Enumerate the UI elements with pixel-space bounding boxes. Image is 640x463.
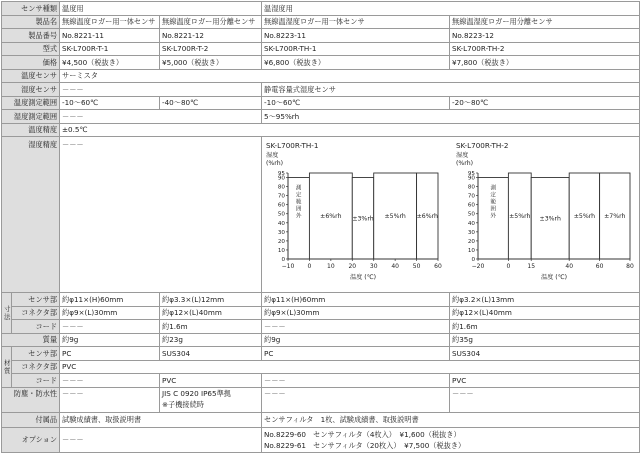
product-no-3: No.8223-11 [262,29,450,43]
label-mat-cord: コード [12,374,60,388]
row-waterproof [2,387,640,412]
chart1-x-tick-label-30: 30 [369,263,378,270]
chart2-title: SK-L700R-TH-2 [456,141,509,150]
chart1-region-label-3: ±3%rh [352,215,374,223]
option-filter-20: No.8229-61 センサフィルタ（20枚入） ¥7,500（税抜き） [264,440,466,450]
row-product-name [2,15,640,29]
product-name-2: 無線温度ロガー用分離センサ [160,15,262,29]
row-size-conn [2,306,640,320]
mat-sensor-2: SUS304 [160,347,262,361]
label-size-cord: コード [12,320,60,334]
row-hum-acc [2,137,640,293]
product-name-1: 無線温度ロガー用一体センサ [60,15,160,29]
chart1-region-label-5: ±6%rh [416,213,438,220]
chart1-region-label-1: 測定範囲外 [295,185,302,220]
product-name-3: 無線温湿度ロガー用一体センサ [262,15,450,29]
waterproof-4: －－－ [450,387,640,412]
label-mat-sensor: センサ部 [12,347,60,361]
label-price: 価格 [2,56,60,70]
label-options: オプション [2,427,60,452]
size-conn-4: 約φ12×(L)40mm [450,306,640,320]
chart1-title: SK-L700R-TH-1 [266,141,319,150]
label-waterproof: 防塵・防水性 [2,387,60,412]
chart1-x-tick-label-20: 20 [348,263,357,270]
chart2-y-tick-label-0: 0 [471,257,476,263]
row-sensor-type [2,2,640,16]
row-hum-range [2,110,640,124]
accessories-temphum: センサフィルタ 1枚、試験成績書、取扱説明書 [262,412,640,427]
size-cord-2: 約1.6m [160,320,262,334]
chart1-y-tick-label-20: 20 [277,238,286,245]
model-3: SK-L700R-TH-1 [262,42,450,56]
chart1-y-tick-label-30: 30 [277,229,286,236]
waterproof-1: －－－ [60,387,160,412]
model-4: SK-L700R-TH-2 [450,42,640,56]
group-size: 寸法 [2,293,12,334]
chart2-region-label-5: ±7%rh [604,213,626,220]
mat-cord-4: PVC [450,374,640,388]
label-temp-range: 温度測定範囲 [2,96,60,110]
label-hum-acc: 湿度精度 [2,137,60,293]
size-sensor-4: 約φ3.2×(L)13mm [450,293,640,307]
waterproof-2-note: ※子機接続時 [162,399,204,409]
chart1-y-tick-label-80: 80 [277,184,286,191]
chart1-x-tick-label-10: 10 [327,263,335,270]
weight-2: 約23g [160,333,262,347]
temp-range-1: -10～60℃ [60,96,160,110]
chart2-region-label-3: ±3%rh [539,215,561,223]
chart1-ylabel-unit: (%rh) [266,160,284,167]
row-price [2,56,640,70]
options-temphum [262,427,640,452]
sensor-type-temphum: 温湿度用 [262,2,640,16]
accessories-temp: 試験成績書、取扱説明書 [60,412,262,427]
label-temp-sensor: 温度センサ [2,69,60,83]
product-no-2: No.8221-12 [160,29,262,43]
chart1-y-tick-label-90: 90 [277,175,286,182]
row-accessories [2,412,640,427]
temp-range-2: -40～80℃ [160,96,262,110]
row-size-cord [2,320,640,334]
waterproof-2-rating: JIS C 0920 IP65準拠 [162,388,231,398]
size-conn-2: 約φ12×(L)40mm [160,306,262,320]
chart1-x-tick-label-40: 40 [391,263,399,270]
chart2-y-tick-label-30: 30 [467,229,476,236]
options-temp: －－－ [60,427,262,452]
temp-range-3: -10～60℃ [262,96,450,110]
size-cord-4: 約1.6m [450,320,640,334]
label-model: 型式 [2,42,60,56]
label-size-conn: コネクタ部 [12,306,60,320]
row-size-sensor [2,293,640,307]
size-sensor-1: 約φ11×(H)60mm [60,293,160,307]
label-mat-conn: コネクタ部 [12,360,60,374]
label-hum-sensor: 湿度センサ [2,83,60,97]
size-conn-1: 約φ9×(L)30mm [60,306,160,320]
hum-sensor-temphum: 静電容量式湿度センサ [262,83,640,97]
size-conn-3: 約φ9×(L)30mm [262,306,450,320]
mat-sensor-3: PC [262,347,450,361]
chart1-y-tick-label-0: 0 [281,257,286,263]
sensor-type-temp: 温度用 [60,2,262,16]
chart2-region-label-4: ±5%rh [573,213,596,220]
price-3: ¥6,800（税抜き） [262,56,450,70]
chart1-x-tick-label-60: 60 [434,263,442,270]
mat-cord-3: －－－ [262,374,450,388]
mat-conn-value: PVC [60,360,640,374]
temp-acc-value: ±0.5℃ [60,123,640,137]
temp-range-4: -20～80℃ [450,96,640,110]
row-temp-sensor [2,69,640,83]
label-product-no: 製品番号 [2,29,60,43]
model-2: SK-L700R-T-2 [160,42,262,56]
row-product-no [2,29,640,43]
chart2-ylabel: 湿度 [456,152,469,159]
hum-range-temphum: 5～95%rh [262,110,640,124]
chart2-y-tick-label-50: 50 [467,211,476,218]
waterproof-2 [160,387,262,412]
product-no-4: No.8223-12 [450,29,640,43]
option-filter-4: No.8229-60 センサフィルタ（4枚入） ¥1,600（税抜き） [264,429,461,439]
row-hum-sensor [2,83,640,97]
size-sensor-3: 約φ11×(H)60mm [262,293,450,307]
accuracy-charts [262,139,640,289]
chart1-y-tick-label-95: 95 [277,171,286,177]
price-1: ¥4,500（税抜き） [60,56,160,70]
product-name-4: 無線温湿度ロガー用分離センサ [450,15,640,29]
mat-cord-2: PVC [160,374,262,388]
chart2-region-label-2: ±5%rh [509,213,531,220]
chart2-y-tick-label-95: 95 [467,171,476,177]
spec-table [1,1,640,453]
chart2-x-tick-label--20: −20 [471,263,485,270]
chart1-y-tick-label-40: 40 [277,220,286,227]
chart1-y-tick-label-10: 10 [277,247,286,254]
waterproof-3: －－－ [262,387,450,412]
chart1-x-tick-label--10: −10 [281,263,295,270]
row-options [2,427,640,452]
temp-sensor-value: サーミスタ [60,69,640,83]
size-cord-3: －－－ [262,320,450,334]
hum-sensor-temp: －－－ [60,83,262,97]
chart2-y-tick-label-80: 80 [467,184,476,191]
chart2-y-tick-label-20: 20 [467,238,476,245]
chart2-y-tick-label-10: 10 [467,247,476,254]
chart2-y-tick-label-90: 90 [467,175,476,182]
chart1-region-label-2: ±6%rh [320,213,342,220]
price-4: ¥7,800（税抜き） [450,56,640,70]
weight-4: 約35g [450,333,640,347]
chart2-y-tick-label-40: 40 [467,220,476,227]
hum-range-temp: －－－ [60,110,262,124]
row-mat-sensor [2,347,640,361]
chart2-x-tick-label-40: 40 [565,263,574,270]
label-temp-acc: 温度精度 [2,123,60,137]
chart2-ylabel-unit: (%rh) [456,160,474,167]
chart2-xlabel: 温度 (℃) [540,274,568,281]
row-model [2,42,640,56]
size-cord-1: －－－ [60,320,160,334]
mat-sensor-1: PC [60,347,160,361]
chart1-y-tick-label-50: 50 [277,211,286,218]
chart2-y-tick-label-60: 60 [467,202,476,209]
chart1-xlabel: 温度 (℃) [349,274,377,281]
row-mat-cord [2,374,640,388]
hum-acc-charts [262,137,640,293]
weight-3: 約9g [262,333,450,347]
chart2-y-tick-label-70: 70 [467,193,476,200]
label-weight: 質量 [2,333,60,347]
chart2-x-tick-label-0: 0 [506,263,511,270]
label-product-name: 製品名 [2,15,60,29]
row-weight [2,333,640,347]
chart2-x-tick-label-80: 80 [626,263,634,270]
label-hum-range: 湿度測定範囲 [2,110,60,124]
chart2-x-tick-label-60: 60 [595,263,604,270]
mat-cord-1: －－－ [60,374,160,388]
chart2-region-label-1: 測定範囲外 [490,185,497,220]
chart1-x-tick-label-50: 50 [412,263,421,270]
label-accessories: 付属品 [2,412,60,427]
hum-acc-temp: －－－ [60,137,262,293]
row-temp-range [2,96,640,110]
row-mat-conn [2,360,640,374]
price-2: ¥5,000（税抜き） [160,56,262,70]
label-sensor-type: センサ種類 [2,2,60,16]
chart1-ylabel: 湿度 [266,152,279,159]
weight-1: 約9g [60,333,160,347]
chart1-x-tick-label-0: 0 [307,263,312,270]
chart1-y-tick-label-70: 70 [277,193,286,200]
chart1-y-tick-label-60: 60 [277,202,286,209]
mat-sensor-4: SUS304 [450,347,640,361]
size-sensor-2: 約φ3.3×(L)12mm [160,293,262,307]
group-material: 材質 [2,347,12,388]
label-size-sensor: センサ部 [12,293,60,307]
row-temp-acc [2,123,640,137]
chart2-x-tick-label-15: 15 [527,263,536,270]
product-no-1: No.8221-11 [60,29,160,43]
model-1: SK-L700R-T-1 [60,42,160,56]
chart1-region-label-4: ±5%rh [384,213,406,220]
